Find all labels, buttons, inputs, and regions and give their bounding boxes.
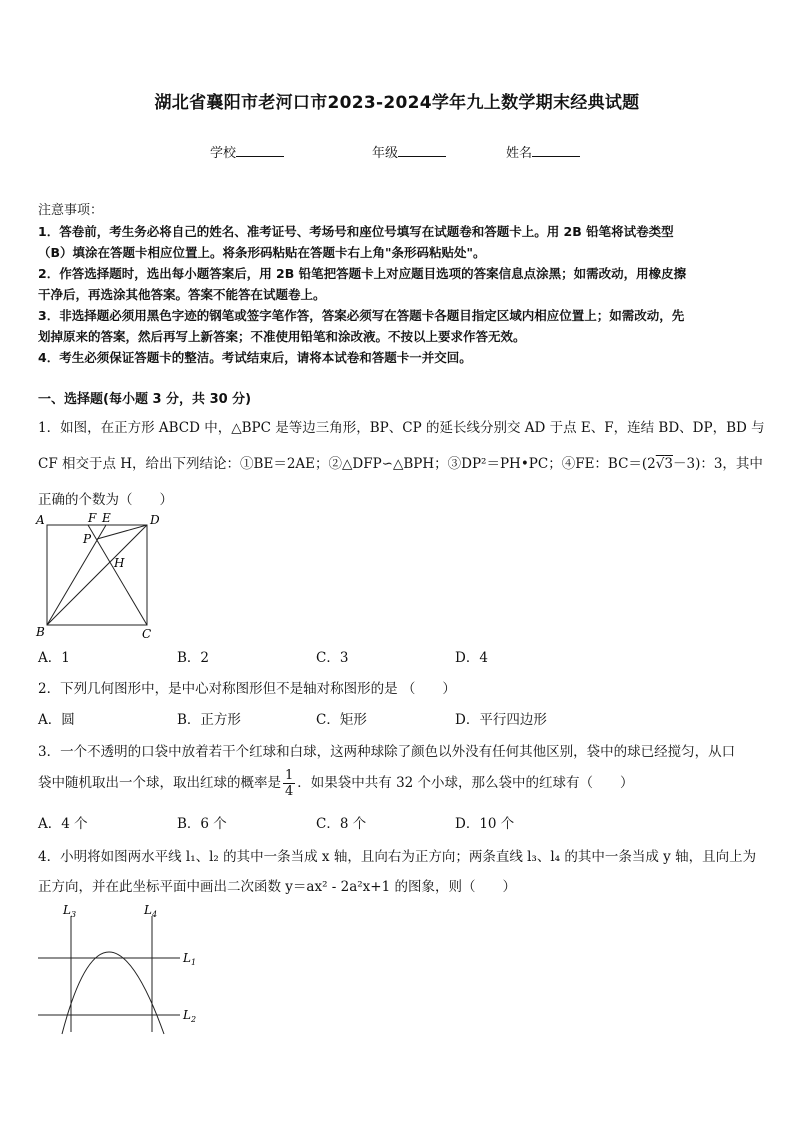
section-heading: 一、选择题(每小题 3 分，共 30 分) (38, 392, 252, 407)
q4-text-line2: 正方向，并在此坐标平面中画出二次函数 y＝ax² - 2a²x+1 的图象，则（ ） (38, 879, 516, 895)
q3-text-line1: 3．一个不透明的口袋中放着若干个红球和白球，这两种球除了颜色以外没有任何其他区别，袋中的球已经搅匀，从口 (38, 744, 736, 760)
label-p: P (83, 532, 92, 546)
q2-option-d[interactable]: D．平行四边形 (455, 712, 547, 728)
q3-option-b[interactable]: B．6 个 (177, 816, 227, 832)
label-f: F (88, 511, 97, 525)
sqrt-radicand: √3 (655, 456, 673, 472)
school-field[interactable]: 学校 (210, 142, 284, 161)
q3-text-line2: 袋中随机取出一个球，取出红球的概率是 $\frac{1}{4}$ ．如果袋中共有 32 个小球，那么袋中的红球有（ ） (38, 768, 634, 799)
q3-option-c[interactable]: C．8 个 (316, 816, 367, 832)
parabola-curve (62, 952, 164, 1034)
q2-option-a[interactable]: A．圆 (38, 712, 75, 728)
name-field[interactable]: 姓名 (506, 142, 580, 161)
label-h: H (114, 556, 125, 570)
q1-option-c[interactable]: C．3 (316, 650, 349, 666)
notice-item-4: 4．考生必须保证答题卡的整洁。考试结束后，请将本试卷和答题卡一并交回。 (38, 350, 472, 365)
notice-item-1b: （B）填涂在答题卡相应位置上。将条形码粘贴在答题卡右上角"条形码粘贴处"。 (38, 245, 486, 260)
label-l4: $L_4$ (144, 903, 158, 919)
label-b: B (36, 625, 45, 639)
notice-item-1a: 1．答卷前，考生务必将自己的姓名、准考证号、考场号和座位号填写在试题卷和答题卡上。用 2B 铅笔将试卷类型 (38, 224, 674, 239)
q1-option-d[interactable]: D．4 (455, 650, 488, 666)
q2-text: 2．下列几何图形中，是中心对称图形但不是轴对称图形的是 （ ） (38, 681, 456, 697)
q1-text-line3: 正确的个数为（ ） (38, 492, 173, 508)
label-l3: $L_3$ (63, 903, 77, 919)
label-e: E (102, 511, 111, 525)
q4-coordinate-figure (30, 898, 220, 1038)
probability-fraction: $\frac{1}{4}$ (285, 768, 294, 799)
notice-item-3b: 划掉原来的答案，然后再写上新答案；不准使用铅笔和涂改液。不按以上要求作答无效。 (38, 329, 526, 344)
notice-heading: 注意事项： (38, 203, 104, 218)
page-title: 湖北省襄阳市老河口市2023-2024学年九上数学期末经典试题 (154, 93, 640, 113)
notice-item-2a: 2．作答选择题时，选出每小题答案后，用 2B 铅笔把答题卡上对应题目选项的答案信息点涂黑；如需改动，用橡皮擦 (38, 266, 687, 281)
q1-square-figure (30, 508, 170, 643)
q2-option-b[interactable]: B．正方形 (177, 712, 241, 728)
q3-option-d[interactable]: D．10 个 (455, 816, 515, 832)
label-d: D (150, 513, 160, 527)
label-l2: $L_2$ (183, 1008, 197, 1024)
q2-option-c[interactable]: C．矩形 (316, 712, 367, 728)
q1-option-a[interactable]: A．1 (38, 650, 70, 666)
grade-field[interactable]: 年级 (372, 142, 446, 161)
notice-item-3a: 3．非选择题必须用黑色字迹的钢笔或签字笔作答，答案必须写在答题卡各题目指定区域内相应位置上；如需改动，先 (38, 308, 685, 323)
q4-text-line1: 4．小明将如图两水平线 l₁、l₂ 的其中一条当成 x 轴，且向右为正方向；两条直线 l₃、l₄ 的其中一条当成 y 轴，且向上为 (38, 849, 757, 865)
label-a: A (36, 513, 45, 527)
notice-item-2b: 干净后，再选涂其他答案。答案不能答在试题卷上。 (38, 287, 326, 302)
q1-text-line1: 1．如图，在正方形 ABCD 中，△BPC 是等边三角形，BP、CP 的延长线分别交 AD 于点 E、F，连结 BD、DP，BD 与 (38, 420, 765, 436)
notice-block (38, 200, 760, 368)
q1-text-line2: CF 相交于点 H，给出下列结论：①BE＝2AE；②△DFP∽△BPH；③DP²＝PH•PC；④FE：BC＝(2√3－3)：3，其中 (38, 456, 763, 472)
label-l1: $L_1$ (183, 951, 197, 967)
q3-option-a[interactable]: A．4 个 (38, 816, 88, 832)
label-c: C (142, 627, 152, 641)
q1-option-b[interactable]: B．2 (177, 650, 210, 666)
